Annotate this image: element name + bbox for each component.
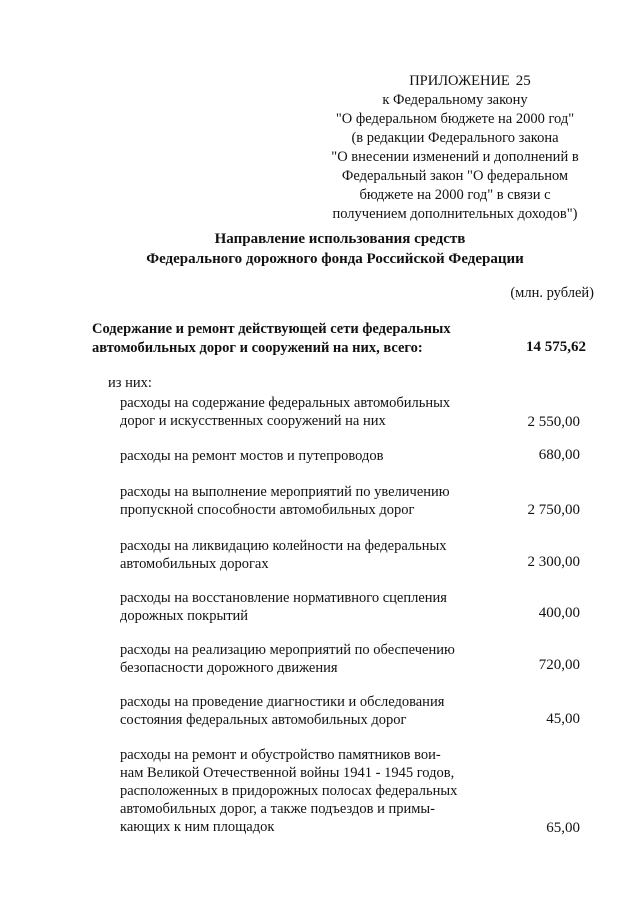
expense-item-label	[120, 746, 490, 836]
total-label-line: автомобильных дорог и сооружений на них, всего:	[92, 340, 423, 356]
expense-item	[120, 746, 590, 836]
expense-item-line: расходы на ремонт мостов и путепроводов	[120, 448, 384, 464]
document-title	[0, 229, 640, 269]
expense-item-value: 65,00	[546, 820, 580, 836]
title-line-1: Направление использования средств	[214, 231, 466, 247]
expense-item-line: автомобильных дорогах	[120, 556, 269, 572]
expense-item	[120, 537, 590, 573]
expense-item-line: расходы на содержание федеральных автомобильных	[120, 395, 451, 411]
expense-item-line: пропускной способности автомобильных дорог	[120, 502, 415, 518]
expense-item	[120, 641, 590, 677]
expense-item-line: расходы на восстановление нормативного сцепления	[120, 590, 447, 606]
header-line: к Федеральному закону	[382, 92, 528, 108]
expense-item-line: безопасности дорожного движения	[120, 660, 338, 676]
expense-item-value: 680,00	[538, 447, 580, 463]
expense-item-line: нам Великой Отечественной войны 1941 - 1945 годов,	[120, 765, 455, 781]
expense-item	[120, 693, 590, 729]
appendix-word: ПРИЛОЖЕНИЕ	[409, 73, 510, 89]
header-line: Федеральный закон "О федеральном	[341, 168, 569, 184]
expense-item-line: расходы на ремонт и обустройство памятников вои-	[120, 747, 441, 763]
title-line-2: Федерального дорожного фонда Российской Федерации	[146, 251, 524, 267]
expense-item-label	[120, 537, 490, 573]
expense-item-label	[120, 394, 490, 430]
expense-item-line: расходы на выполнение мероприятий по увеличению	[120, 484, 450, 500]
expense-item-value: 400,00	[538, 605, 580, 621]
expense-item-value: 2 750,00	[527, 502, 580, 518]
expense-item-line: автомобильных дорог, а также подъездов и примы-	[120, 801, 436, 817]
expense-item-label	[120, 693, 490, 729]
expense-item	[120, 483, 590, 519]
header-line: "О федеральном бюджете на 2000 год"	[335, 111, 575, 127]
header-line: получением дополнительных доходов")	[332, 206, 578, 222]
expense-item-line: состояния федеральных автомобильных дорог	[120, 712, 407, 728]
expense-item-line: расходы на проведение диагностики и обследования	[120, 694, 445, 710]
total-row	[92, 320, 592, 358]
expense-item-line: дорог и искусственных сооружений на них	[120, 413, 386, 429]
total-value: 14 575,62	[526, 339, 586, 355]
expense-item-line: кающих к ним площадок	[120, 819, 275, 835]
expense-item-value: 2 550,00	[527, 414, 580, 430]
expense-item-label	[120, 483, 490, 519]
expense-item-label	[120, 447, 490, 465]
expense-item-label	[120, 641, 490, 677]
expense-item-line: расходы на ликвидацию колейности на федеральных	[120, 538, 447, 554]
header-line: бюджете на 2000 год" в связи с	[359, 187, 551, 203]
header-line: "О внесении изменений и дополнений в	[331, 149, 579, 165]
total-label	[92, 320, 477, 358]
expense-item	[120, 589, 590, 625]
appendix-number: 25	[515, 73, 531, 89]
expense-item	[120, 394, 590, 430]
header-line: (в редакции Федерального закона	[351, 130, 559, 146]
expense-item-value: 720,00	[538, 657, 580, 673]
expense-item-value: 2 300,00	[527, 554, 580, 570]
expense-item-line: расположенных в придорожных полосах федеральных	[120, 783, 458, 799]
total-label-line: Содержание и ремонт действующей сети федеральных	[92, 321, 451, 337]
units-label: (млн. рублей)	[510, 285, 594, 301]
expense-item-line: дорожных покрытий	[120, 608, 249, 624]
appendix-header	[300, 72, 610, 224]
expense-item-line: расходы на реализацию мероприятий по обеспечению	[120, 642, 455, 658]
expense-item-label	[120, 589, 490, 625]
appendix-title	[330, 72, 610, 91]
expense-item-value: 45,00	[546, 711, 580, 727]
expense-item	[120, 447, 590, 465]
of-them-label: из них:	[108, 375, 152, 391]
